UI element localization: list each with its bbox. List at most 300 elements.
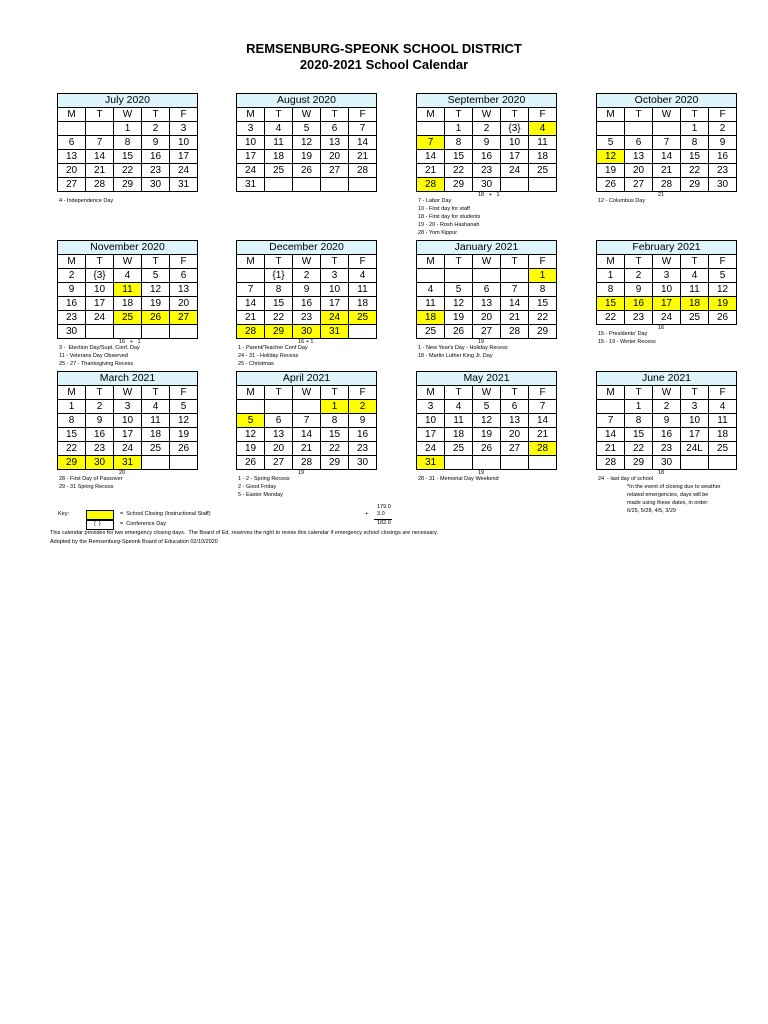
day-cell: 7 [529, 400, 557, 414]
day-cell: 27 [473, 325, 501, 339]
month-calendar [236, 240, 377, 339]
month-calendar [596, 93, 737, 192]
month-note: 15 - Presidents' Day [598, 331, 648, 337]
day-cell [142, 456, 170, 470]
day-cell: 16 [653, 428, 681, 442]
day-cell: 11 [114, 283, 142, 297]
day-cell: 31 [417, 456, 445, 470]
month-note: 18 - First day for students [418, 214, 481, 220]
weekday-header: W [114, 108, 142, 122]
day-cell: 4 [529, 122, 557, 136]
day-cell [170, 456, 198, 470]
month-name: April 2021 [237, 372, 377, 386]
day-cell: 20 [170, 297, 198, 311]
day-cell: 28 [501, 325, 529, 339]
day-cell: 11 [709, 414, 737, 428]
day-cell [445, 456, 473, 470]
day-cell [501, 456, 529, 470]
day-cell: 19 [170, 428, 198, 442]
day-cell: 23 [142, 164, 170, 178]
weekday-header: W [653, 386, 681, 400]
day-cell [237, 400, 265, 414]
day-cell: {1} [265, 269, 293, 283]
day-cell: 26 [293, 164, 321, 178]
month-day-count: 16 + 1 [298, 339, 314, 345]
day-cell: 15 [625, 428, 653, 442]
day-cell: 2 [293, 269, 321, 283]
day-cell: 25 [681, 311, 709, 325]
day-cell: 13 [501, 414, 529, 428]
day-cell: 8 [321, 414, 349, 428]
day-cell: 25 [142, 442, 170, 456]
day-cell: 2 [58, 269, 86, 283]
month-note: 1 - New Year's Day - Holiday Recess [418, 345, 508, 351]
day-cell [597, 122, 625, 136]
day-cell: 14 [529, 414, 557, 428]
day-cell: 12 [237, 428, 265, 442]
day-cell: 23 [58, 311, 86, 325]
month-calendar [57, 371, 198, 470]
day-cell: 14 [417, 150, 445, 164]
day-cell: 24 [501, 164, 529, 178]
weekday-header: T [681, 108, 709, 122]
month-note: 15 - 19 - Winter Recess [598, 339, 656, 345]
day-cell: 17 [321, 297, 349, 311]
key-closing-text: = School Closing (Instructional Staff) [120, 511, 211, 517]
day-cell: 12 [709, 283, 737, 297]
day-cell: 11 [681, 283, 709, 297]
day-cell: 17 [86, 297, 114, 311]
day-cell: 16 [709, 150, 737, 164]
day-cell: 14 [597, 428, 625, 442]
day-cell: 13 [625, 150, 653, 164]
weekday-header: T [265, 255, 293, 269]
day-cell: 13 [473, 297, 501, 311]
day-cell: 1 [114, 122, 142, 136]
day-cell [237, 269, 265, 283]
day-cell: 11 [265, 136, 293, 150]
day-cell: 9 [86, 414, 114, 428]
day-cell [86, 325, 114, 339]
day-cell: 20 [473, 311, 501, 325]
day-cell [417, 269, 445, 283]
day-cell: 22 [625, 442, 653, 456]
key-label: Key: [58, 511, 70, 517]
weekday-header: F [709, 255, 737, 269]
day-cell: 25 [417, 325, 445, 339]
day-cell [321, 178, 349, 192]
total-conference: 3.0 [377, 511, 385, 517]
day-cell: 8 [114, 136, 142, 150]
day-cell: 7 [501, 283, 529, 297]
day-cell: 9 [293, 283, 321, 297]
day-cell: 15 [58, 428, 86, 442]
day-cell: 25 [349, 311, 377, 325]
day-cell: 2 [625, 269, 653, 283]
day-cell: 5 [142, 269, 170, 283]
month-day-count: 18 + 1 [478, 192, 500, 198]
day-cell: 20 [321, 150, 349, 164]
month-note: 1 - 2 - Spring Recess [238, 476, 290, 482]
weekday-header: T [501, 255, 529, 269]
day-cell: 22 [597, 311, 625, 325]
day-cell: 13 [58, 150, 86, 164]
day-cell: 31 [170, 178, 198, 192]
month-calendar [236, 371, 377, 470]
weekday-header: M [597, 386, 625, 400]
day-cell [501, 178, 529, 192]
day-cell: 22 [681, 164, 709, 178]
weekday-header: W [653, 108, 681, 122]
key-conference-swatch [86, 520, 114, 530]
day-cell: 1 [597, 269, 625, 283]
day-cell: 8 [445, 136, 473, 150]
day-cell: 1 [681, 122, 709, 136]
day-cell: 2 [473, 122, 501, 136]
day-cell: 5 [445, 283, 473, 297]
day-cell: {3} [86, 269, 114, 283]
day-cell: 21 [417, 164, 445, 178]
day-cell: 10 [170, 136, 198, 150]
day-cell: 1 [58, 400, 86, 414]
month-day-count: 21 [658, 192, 665, 198]
total-instructional: 179.0 [377, 504, 391, 510]
day-cell: 24 [114, 442, 142, 456]
month-name: December 2020 [237, 241, 377, 255]
day-cell: 7 [293, 414, 321, 428]
day-cell: 17 [170, 150, 198, 164]
day-cell: 9 [709, 136, 737, 150]
day-cell: 12 [170, 414, 198, 428]
day-cell: 3 [170, 122, 198, 136]
day-cell: 31 [114, 456, 142, 470]
day-cell: 16 [142, 150, 170, 164]
month-calendar [416, 93, 557, 192]
total-days: 182.0 [377, 520, 391, 526]
day-cell: 14 [86, 150, 114, 164]
month-note: 6/25, 5/28, 4/5, 3/29 [598, 508, 676, 514]
day-cell: 1 [445, 122, 473, 136]
total-plus: + [365, 511, 369, 517]
day-cell: 10 [86, 283, 114, 297]
month-name: November 2020 [58, 241, 198, 255]
month-day-count: 19 [478, 470, 485, 476]
month-name: June 2021 [597, 372, 737, 386]
weekday-header: T [321, 255, 349, 269]
day-cell: 21 [653, 164, 681, 178]
weekday-header: T [681, 255, 709, 269]
day-cell: 24L [681, 442, 709, 456]
month-name: January 2021 [417, 241, 557, 255]
weekday-header: T [625, 386, 653, 400]
weekday-header: M [237, 255, 265, 269]
day-cell [349, 178, 377, 192]
day-cell: 21 [501, 311, 529, 325]
day-cell: 7 [237, 283, 265, 297]
day-cell: 6 [321, 122, 349, 136]
month-note: 29 - 31 Spring Recess [59, 484, 114, 490]
weekday-header: F [709, 386, 737, 400]
weekday-header: W [293, 386, 321, 400]
day-cell: 16 [86, 428, 114, 442]
month-name: September 2020 [417, 94, 557, 108]
day-cell: 9 [625, 283, 653, 297]
day-cell: 31 [321, 325, 349, 339]
day-cell: 10 [237, 136, 265, 150]
day-cell: 30 [653, 456, 681, 470]
day-cell [473, 269, 501, 283]
day-cell: 12 [142, 283, 170, 297]
day-cell: 26 [237, 456, 265, 470]
weekday-header: M [417, 255, 445, 269]
month-note: 28 - Yom Kippur [418, 230, 458, 236]
weekday-header: T [86, 255, 114, 269]
day-cell: {3} [501, 122, 529, 136]
month-day-count: 20 [119, 470, 126, 476]
day-cell: 17 [653, 297, 681, 311]
day-cell: 7 [417, 136, 445, 150]
day-cell: 8 [597, 283, 625, 297]
day-cell: 30 [473, 178, 501, 192]
month-note: 25 - Christmas [238, 361, 274, 367]
day-cell [501, 269, 529, 283]
day-cell: 16 [625, 297, 653, 311]
day-cell: 20 [625, 164, 653, 178]
weekday-header: W [293, 255, 321, 269]
day-cell: 3 [653, 269, 681, 283]
day-cell: 19 [597, 164, 625, 178]
day-cell: 6 [625, 136, 653, 150]
weekday-header: M [597, 255, 625, 269]
month-note: 1 - Parent/Teacher Conf Day [238, 345, 308, 351]
month-note: 28 - First Day of Passover [59, 476, 123, 482]
day-cell: 21 [349, 150, 377, 164]
month-note: 4 - Independence Day [59, 198, 114, 204]
weekday-header: F [529, 108, 557, 122]
day-cell [653, 122, 681, 136]
day-cell [681, 456, 709, 470]
weekday-header: W [114, 386, 142, 400]
day-cell: 25 [445, 442, 473, 456]
day-cell: 19 [293, 150, 321, 164]
month-note: 24 - 31 - Holiday Recess [238, 353, 299, 359]
day-cell: 30 [709, 178, 737, 192]
day-cell: 4 [114, 269, 142, 283]
weekday-header: W [473, 255, 501, 269]
day-cell: 22 [445, 164, 473, 178]
day-cell: 3 [114, 400, 142, 414]
day-cell: 28 [529, 442, 557, 456]
day-cell: 22 [58, 442, 86, 456]
weekday-header: W [473, 386, 501, 400]
day-cell: 26 [709, 311, 737, 325]
day-cell: 21 [529, 428, 557, 442]
day-cell: 23 [653, 442, 681, 456]
day-cell: 2 [349, 400, 377, 414]
day-cell [529, 456, 557, 470]
weekday-header: F [170, 386, 198, 400]
day-cell: 16 [473, 150, 501, 164]
day-cell: 10 [501, 136, 529, 150]
day-cell [265, 400, 293, 414]
day-cell: 27 [265, 456, 293, 470]
day-cell: 24 [653, 311, 681, 325]
day-cell: 3 [237, 122, 265, 136]
day-cell: 5 [293, 122, 321, 136]
day-cell: 8 [625, 414, 653, 428]
day-cell: 7 [86, 136, 114, 150]
month-note: 19 - 20 - Rosh Hashanah [418, 222, 480, 228]
day-cell: 18 [445, 428, 473, 442]
day-cell: 27 [170, 311, 198, 325]
day-cell: 24 [321, 311, 349, 325]
month-note: *In the event of closing due to weather [598, 484, 721, 490]
day-cell: 18 [142, 428, 170, 442]
day-cell [114, 325, 142, 339]
day-cell: 12 [445, 297, 473, 311]
month-calendar [236, 93, 377, 192]
month-name: February 2021 [597, 241, 737, 255]
month-calendar [57, 93, 198, 192]
weekday-header: F [349, 255, 377, 269]
day-cell: 9 [473, 136, 501, 150]
weekday-header: T [681, 386, 709, 400]
weekday-header: T [445, 255, 473, 269]
footer-adopted: Adopted by the Remsenburg-Speonk Board of Education 02/10/2020 [50, 539, 218, 545]
weekday-header: T [142, 386, 170, 400]
day-cell: 29 [445, 178, 473, 192]
day-cell [142, 325, 170, 339]
weekday-header: T [501, 386, 529, 400]
weekday-header: T [445, 386, 473, 400]
day-cell: 10 [417, 414, 445, 428]
day-cell: 4 [445, 400, 473, 414]
day-cell: 23 [473, 164, 501, 178]
month-note: 18 - Martin Luther King Jr. Day [418, 353, 493, 359]
day-cell: 29 [114, 178, 142, 192]
day-cell: 21 [237, 311, 265, 325]
day-cell: 17 [237, 150, 265, 164]
day-cell: 3 [681, 400, 709, 414]
month-note: 5 - Easter Monday [238, 492, 283, 498]
day-cell: 16 [349, 428, 377, 442]
weekday-header: M [58, 386, 86, 400]
day-cell: 2 [86, 400, 114, 414]
weekday-header: F [529, 255, 557, 269]
day-cell [349, 325, 377, 339]
day-cell: 23 [86, 442, 114, 456]
day-cell: 16 [58, 297, 86, 311]
day-cell: 23 [625, 311, 653, 325]
day-cell: 11 [529, 136, 557, 150]
day-cell: 12 [473, 414, 501, 428]
weekday-header: T [86, 108, 114, 122]
day-cell: 15 [265, 297, 293, 311]
day-cell: 6 [58, 136, 86, 150]
day-cell: 27 [501, 442, 529, 456]
day-cell: 8 [681, 136, 709, 150]
day-cell: 30 [58, 325, 86, 339]
day-cell: 5 [597, 136, 625, 150]
day-cell: 21 [293, 442, 321, 456]
month-day-count: 19 [298, 470, 305, 476]
day-cell: 29 [681, 178, 709, 192]
day-cell [625, 122, 653, 136]
month-note: 3 - Election Day/Supt. Conf. Day [59, 345, 140, 351]
day-cell: 18 [681, 297, 709, 311]
day-cell: 29 [625, 456, 653, 470]
day-cell: 18 [114, 297, 142, 311]
day-cell: 15 [529, 297, 557, 311]
day-cell: 6 [473, 283, 501, 297]
month-note: 7 - Labor Day [418, 198, 452, 204]
day-cell: 15 [597, 297, 625, 311]
day-cell [170, 325, 198, 339]
day-cell: 9 [58, 283, 86, 297]
day-cell: 11 [417, 297, 445, 311]
day-cell: 4 [349, 269, 377, 283]
month-note: related emergencies, days will be [598, 492, 709, 498]
day-cell: 23 [349, 442, 377, 456]
month-name: July 2020 [58, 94, 198, 108]
day-cell: 19 [473, 428, 501, 442]
day-cell: 28 [653, 178, 681, 192]
day-cell: 4 [709, 400, 737, 414]
day-cell: 6 [170, 269, 198, 283]
day-cell [265, 178, 293, 192]
key-conference-text: = Conference Day [120, 521, 167, 527]
day-cell: 28 [237, 325, 265, 339]
day-cell: 17 [417, 428, 445, 442]
weekday-header: T [625, 255, 653, 269]
day-cell [529, 178, 557, 192]
day-cell: 14 [349, 136, 377, 150]
day-cell: 26 [473, 442, 501, 456]
day-cell: 8 [265, 283, 293, 297]
month-note: 12 - Columbus Day [598, 198, 646, 204]
month-calendar [57, 240, 198, 339]
weekday-header: T [142, 108, 170, 122]
day-cell: 5 [170, 400, 198, 414]
day-cell: 27 [625, 178, 653, 192]
day-cell: 29 [58, 456, 86, 470]
calendar-title: 2020-2021 School Calendar [299, 57, 469, 72]
weekday-header: T [321, 108, 349, 122]
day-cell: 25 [529, 164, 557, 178]
day-cell: 21 [597, 442, 625, 456]
day-cell: 26 [170, 442, 198, 456]
weekday-header: M [237, 386, 265, 400]
weekday-header: F [349, 386, 377, 400]
day-cell: 4 [681, 269, 709, 283]
day-cell: 19 [237, 442, 265, 456]
weekday-header: T [625, 108, 653, 122]
month-calendar [596, 240, 737, 325]
day-cell: 13 [321, 136, 349, 150]
day-cell: 17 [681, 428, 709, 442]
key-closing-swatch [86, 510, 114, 520]
day-cell: 2 [142, 122, 170, 136]
day-cell: 22 [529, 311, 557, 325]
day-cell: 6 [501, 400, 529, 414]
weekday-header: M [237, 108, 265, 122]
day-cell: 15 [321, 428, 349, 442]
day-cell [709, 456, 737, 470]
weekday-header: F [709, 108, 737, 122]
day-cell: 28 [417, 178, 445, 192]
day-cell: 19 [445, 311, 473, 325]
weekday-header: T [445, 108, 473, 122]
